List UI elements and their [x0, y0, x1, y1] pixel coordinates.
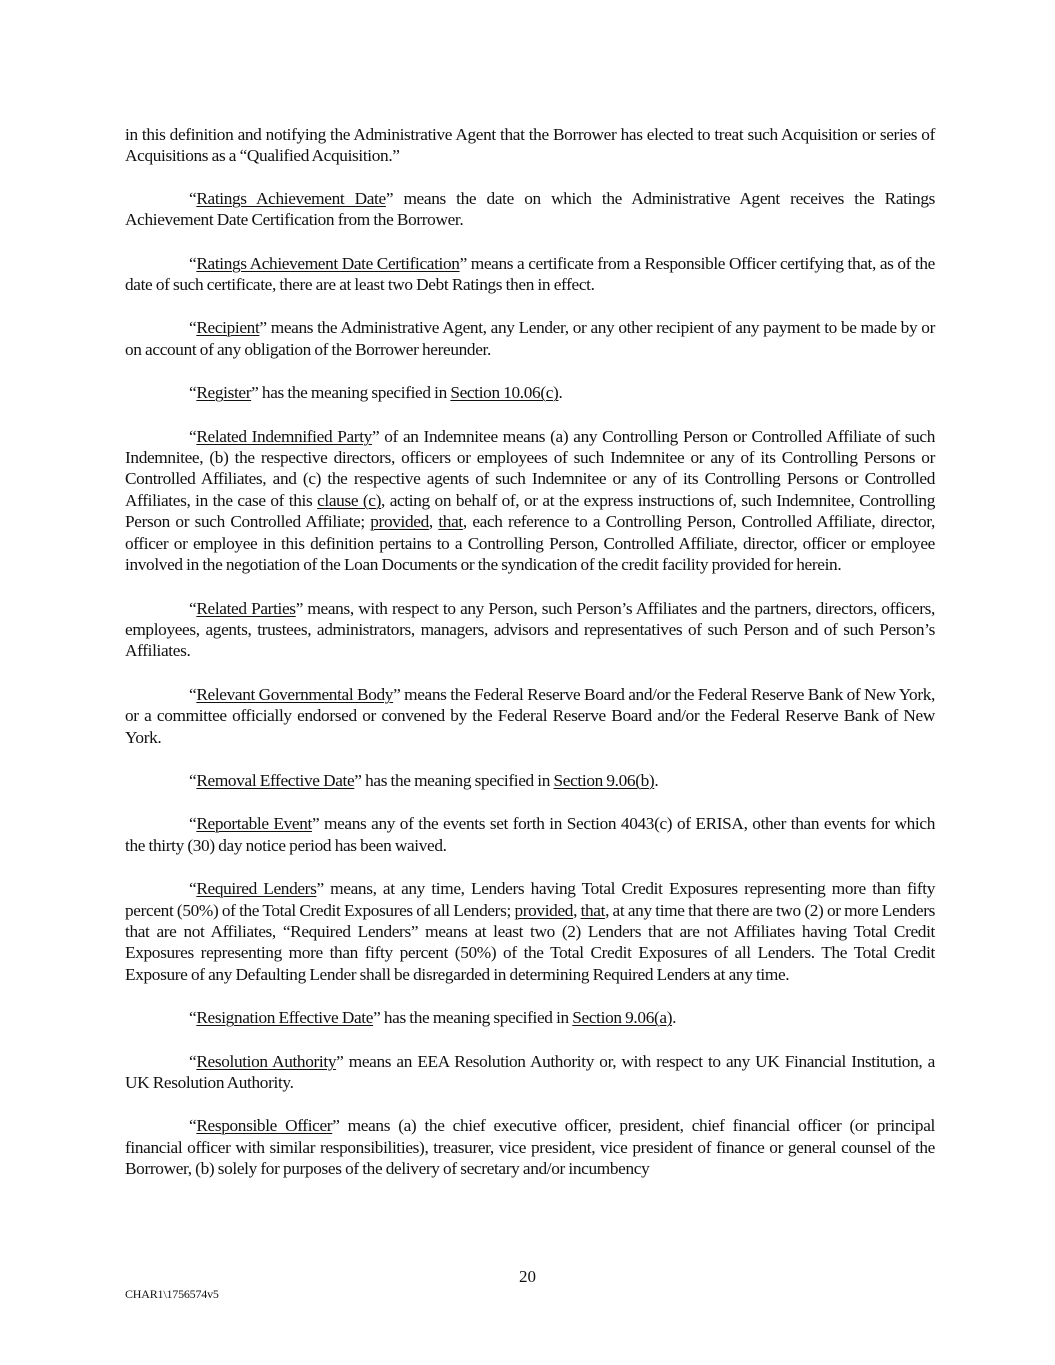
definition-text: ” has the meaning specified in	[251, 383, 451, 403]
continuation-paragraph	[125, 124, 935, 167]
definition-text-mid: , acting on behalf of, or at the express instructions of, such Indemnitee, Controlling Person or such Controlled Affiliate;	[125, 490, 935, 532]
definition-text: ” means the Administrative Agent, any Lender, or any other recipient of any payment to be made by or on account of any obligation of the Borrower hereunder.	[125, 318, 935, 359]
open-quote: “	[189, 426, 197, 446]
definition-text-mid2: ,	[428, 512, 439, 532]
open-quote: “	[189, 1008, 197, 1028]
section-reference: Section 9.06(a)	[572, 1008, 673, 1028]
open-quote: “	[189, 814, 197, 834]
document-footer-id: CHAR1\1756574v5	[125, 1287, 219, 1301]
defined-term: Relevant Governmental Body	[196, 684, 394, 704]
page-number: 20	[519, 1267, 536, 1286]
definition-text: ” means a certificate from a Responsible Officer certifying that, as of the date of such certificate, there are at least two Debt Ratings then in effect.	[125, 253, 935, 295]
open-quote: “	[189, 383, 197, 403]
continuation-text: in this definition and notifying the Administrative Agent that the Borrower has elected to treat such Acquisition or series of Acquisitions as a “Qualified Acquisition.”	[125, 125, 935, 166]
defined-term: Required Lenders	[196, 879, 317, 899]
open-quote: “	[189, 770, 197, 790]
open-quote: “	[189, 598, 197, 618]
proviso-provided: provided	[514, 900, 574, 920]
definition-ratings-achievement-date-certification	[125, 253, 935, 296]
definition-text: ” has the meaning specified in	[354, 770, 554, 790]
definition-text: ” means (a) the chief executive officer, president, chief financial officer (or principal financial officer with similar responsibilities), treasurer, vice president, vice president of finance or general counsel of the Borrower, (b) solely for purposes of the delivery of secretary and/or incumbency	[125, 1116, 935, 1179]
definition-tail: .	[654, 770, 659, 790]
definition-text: ” of an Indemnitee means (a) any Controlling Person or Controlled Affiliate of such Indemnitee, (b) the respective directors, officers or employees of such Indemnitee or any of its Controlling Persons or Controlled Affiliates, and (c) the respective agents of such Indemnitee or any of its Controlling Persons or Controlled Affiliates, in the case of this	[125, 426, 936, 510]
definition-text: ” means the Federal Reserve Board and/or the Federal Reserve Bank of New York, or a committee officially endorsed or convened by the Federal Reserve Board and/or the Federal Reserve Bank of New York.	[125, 684, 935, 747]
defined-term: Register	[196, 383, 252, 403]
defined-term: Recipient	[196, 318, 260, 338]
defined-term: Ratings Achievement Date	[196, 188, 386, 208]
section-reference: Section 10.06(c)	[450, 383, 559, 403]
open-quote: “	[189, 879, 197, 899]
open-quote: “	[189, 188, 197, 208]
definition-text: ” has the meaning specified in	[373, 1008, 573, 1028]
defined-term: Related Indemnified Party	[196, 426, 372, 446]
definition-register	[125, 382, 935, 403]
open-quote: “	[189, 318, 197, 338]
definition-required-lenders	[125, 878, 935, 985]
defined-term: Removal Effective Date	[196, 770, 355, 790]
definition-recipient	[125, 317, 935, 360]
open-quote: “	[189, 1116, 197, 1136]
definition-relevant-governmental-body	[125, 684, 935, 748]
definition-resignation-effective-date	[125, 1007, 935, 1028]
definition-tail: , at any time that there are two (2) or more Lenders that are not Affiliates, “Required Lenders” means at least two (2) Lenders that are not Affiliates having Total Credit Exposures representing more than fifty percent (50%) of the Total Credit Exposures of all Lenders. The Total Credit Exposure of any Defaulting Lender shall be disregarded in determining Required Lenders at any time.	[125, 900, 935, 984]
clause-reference: clause (c)	[317, 490, 382, 510]
defined-term: Responsible Officer	[196, 1116, 333, 1136]
defined-term: Resignation Effective Date	[196, 1008, 374, 1028]
open-quote: “	[189, 253, 197, 273]
proviso-that: that	[438, 512, 463, 532]
proviso-that: that	[580, 900, 606, 920]
defined-term: Related Parties	[196, 598, 296, 618]
open-quote: “	[189, 684, 197, 704]
definition-ratings-achievement-date	[125, 188, 935, 231]
defined-term: Resolution Authority	[196, 1051, 337, 1071]
definition-tail: , each reference to a Controlling Person, Controlled Affiliate, director, officer or employee in this definition pertains to a Controlling Person, Controlled Affiliate, director, officer or employee involved in the negotiation of the Loan Documents or the syndication of the credit facility provided for herein.	[125, 512, 935, 575]
defined-term: Ratings Achievement Date Certification	[196, 253, 460, 273]
definition-tail: .	[672, 1008, 677, 1028]
definition-resolution-authority	[125, 1051, 935, 1094]
definition-text: ” means any of the events set forth in Section 4043(c) of ERISA, other than events for which the thirty (30) day notice period has been waived.	[125, 814, 935, 855]
defined-term: Reportable Event	[196, 814, 312, 834]
definition-text: ” means, with respect to any Person, such Person’s Affiliates and the partners, directors, officers, employees, agents, trustees, administrators, managers, advisors and representatives of such Person and of such Person’s Affiliates.	[125, 598, 935, 661]
definition-text: ” means, at any time, Lenders having Total Credit Exposures representing more than fifty percent (50%) of the Total Credit Exposures of all Lenders;	[125, 879, 935, 920]
section-reference: Section 9.06(b)	[553, 770, 655, 790]
definition-text: ” means an EEA Resolution Authority or, with respect to any UK Financial Institution, a UK Resolution Authority.	[125, 1051, 935, 1092]
definition-reportable-event	[125, 813, 935, 856]
proviso-provided: provided	[370, 512, 429, 532]
definition-responsible-officer	[125, 1115, 935, 1179]
open-quote: “	[189, 1051, 197, 1071]
document-body	[125, 124, 935, 1202]
definition-text-mid: ,	[573, 900, 581, 920]
definition-tail: .	[558, 383, 563, 403]
definition-related-parties	[125, 598, 935, 662]
definition-related-indemnified-party	[125, 426, 935, 576]
definition-removal-effective-date	[125, 770, 935, 791]
definition-text: ” means the date on which the Administrative Agent receives the Ratings Achievement Date Certification from the Borrower.	[125, 188, 936, 230]
